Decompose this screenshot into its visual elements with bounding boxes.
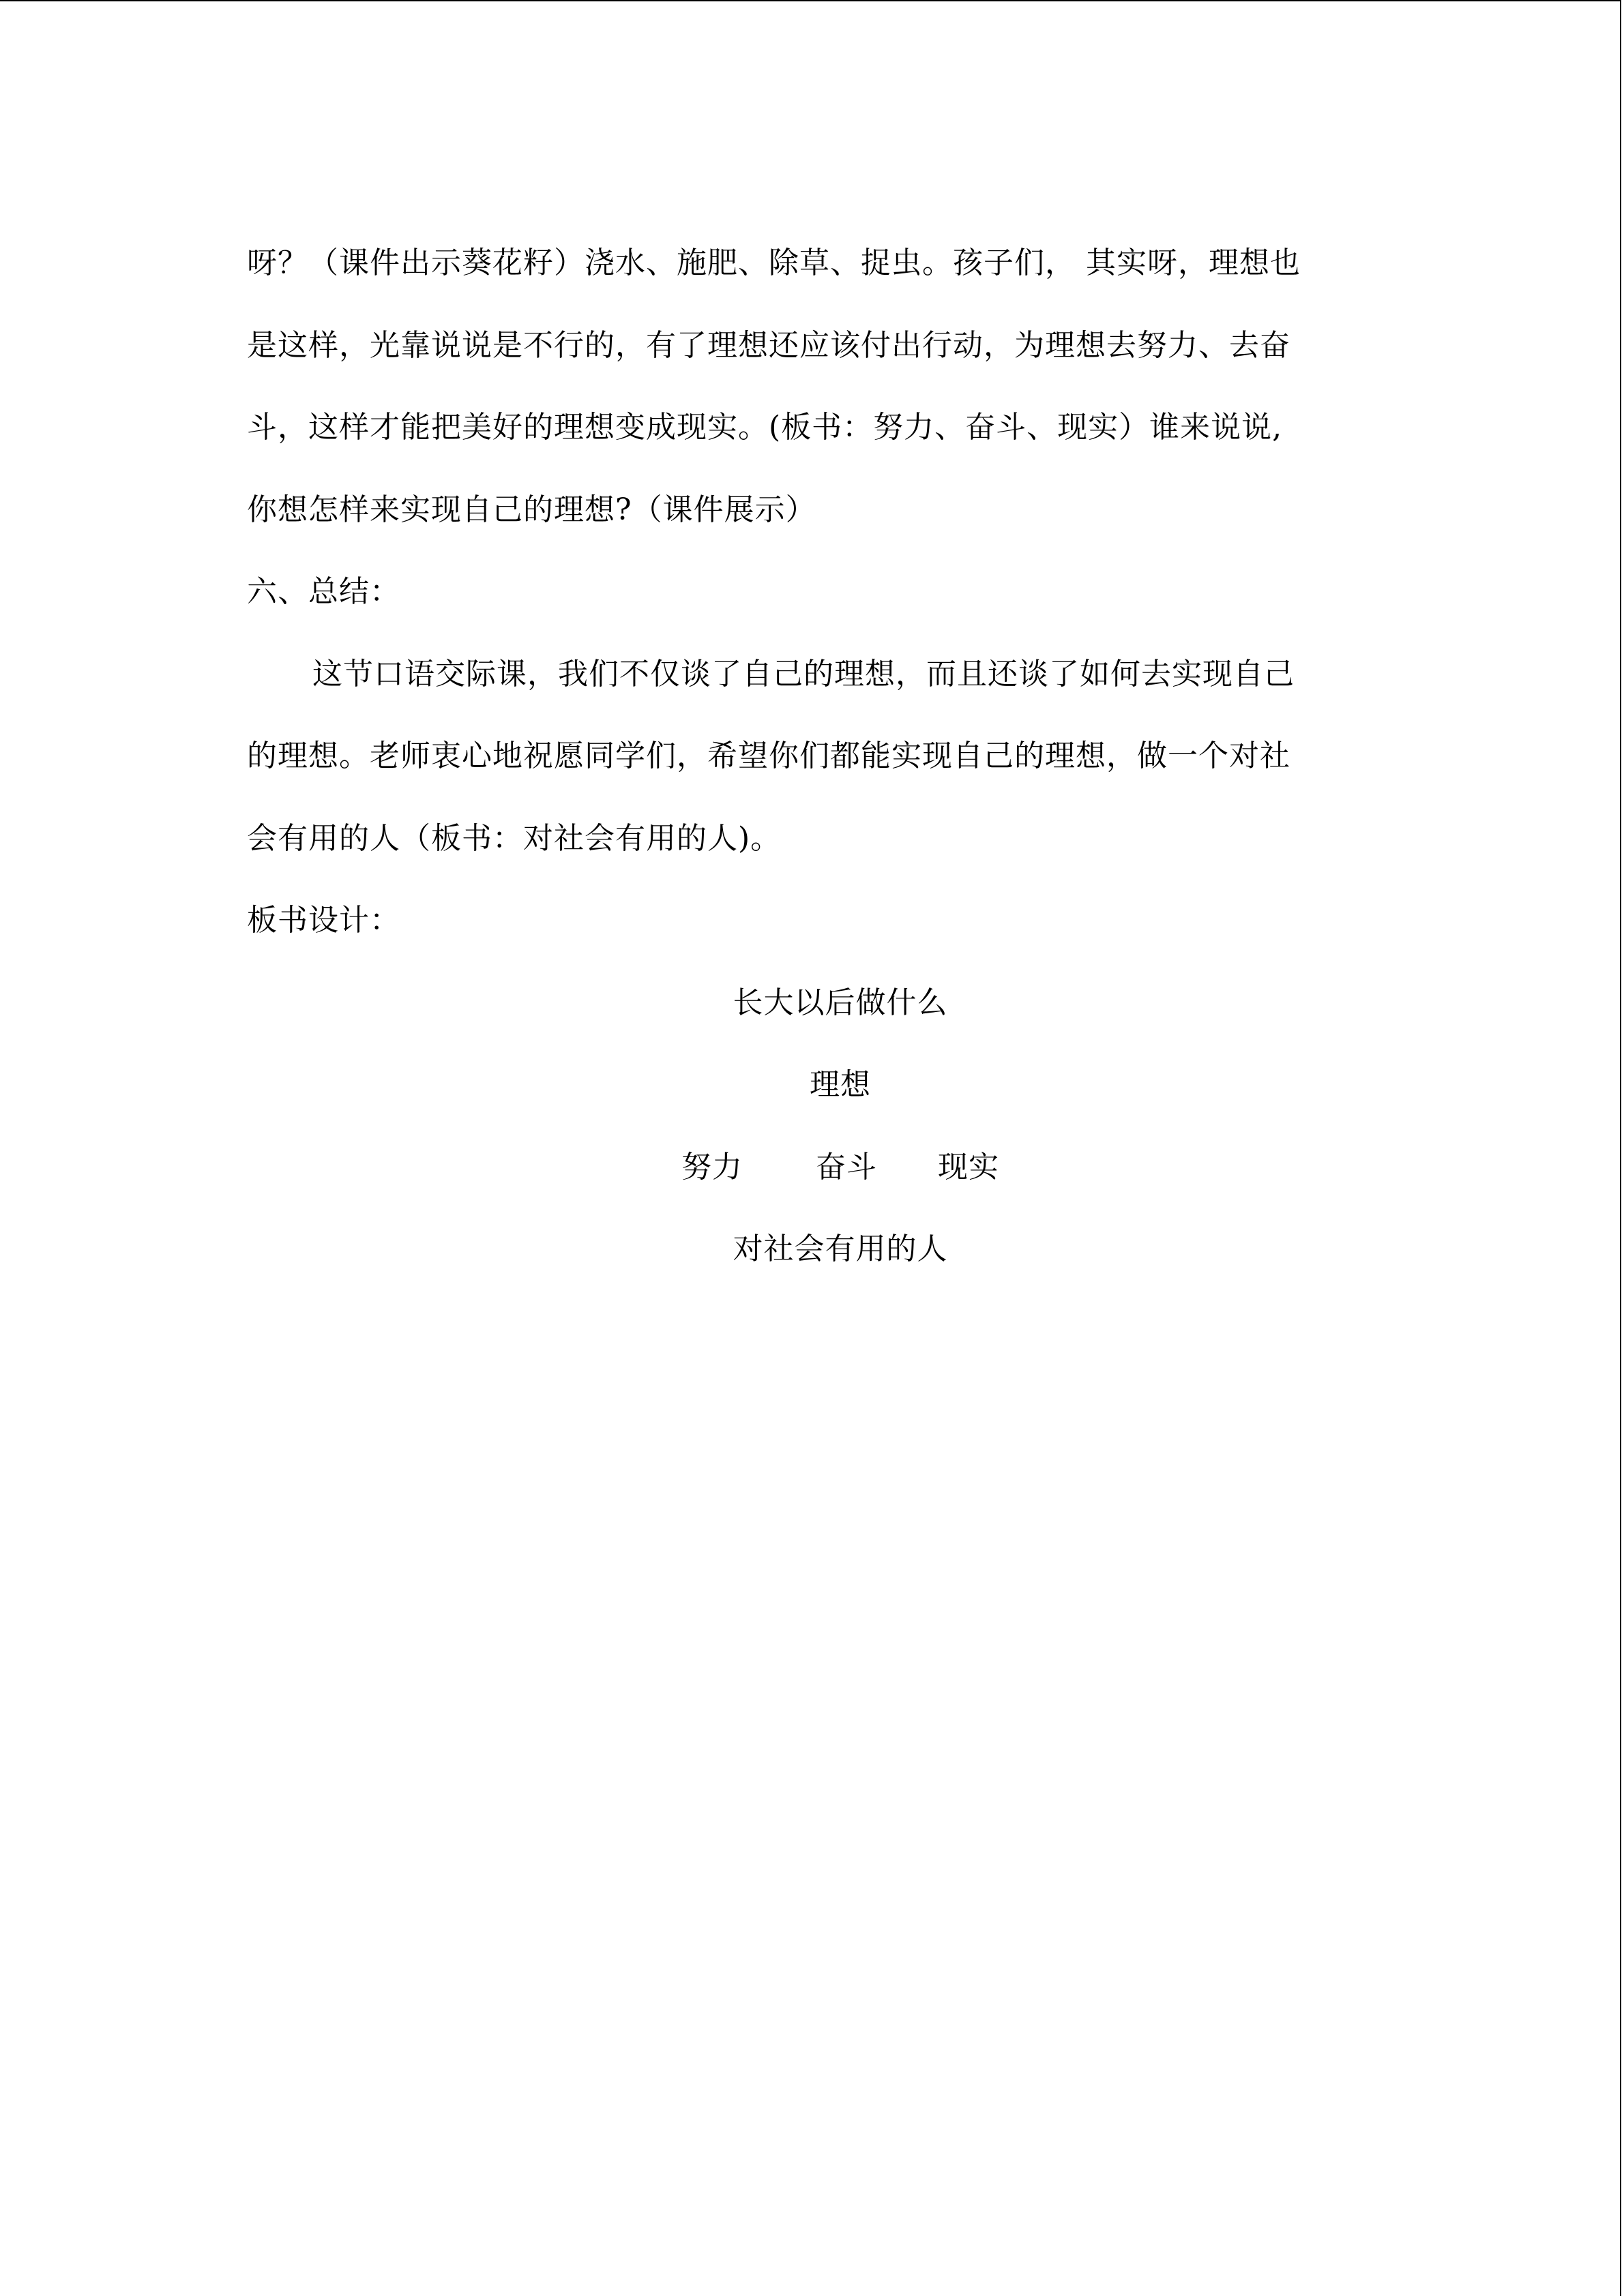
blackboard-core: 理想 xyxy=(810,1067,871,1102)
paragraph-line: 你想怎样来实现自己的理想?（课件展示） xyxy=(247,492,816,527)
paragraph-line: 的理想。老师衷心地祝愿同学们，希望你们都能实现自己的理想，做一个对社 xyxy=(247,739,1290,773)
section-heading-summary: 六、总结： xyxy=(247,574,400,609)
blackboard-items xyxy=(247,1127,1379,1209)
blackboard-title: 长大以后做什么 xyxy=(733,985,948,1020)
document-body xyxy=(247,222,1379,1291)
paragraph-line: 这节口语交际课，我们不仅谈了自己的理想，而且还谈了如何去实现自己 xyxy=(312,656,1295,691)
section-heading-design: 板书设计： xyxy=(247,903,400,938)
paragraph-line: 是这样，光靠说说是不行的，有了理想还应该付出行动，为理想去努力、去奋 xyxy=(247,327,1290,363)
blackboard-item: 努力 xyxy=(681,1149,743,1184)
paragraph-line: 会有用的人（板书：对社会有用的人)。 xyxy=(247,820,782,856)
blackboard-item: 现实 xyxy=(938,1149,999,1184)
paragraph-line: 斗，这样才能把美好的理想变成现实。(板书：努力、奋斗、现实）谁来说说, xyxy=(247,410,1283,445)
blackboard-item: 奋斗 xyxy=(816,1149,877,1184)
blackboard-goal: 对社会有用的人 xyxy=(733,1232,948,1266)
paragraph-line: 呀？（课件出示葵花籽）浇水、施肥、除草、捉虫。孩子们， 其实呀，理想也 xyxy=(247,245,1301,280)
